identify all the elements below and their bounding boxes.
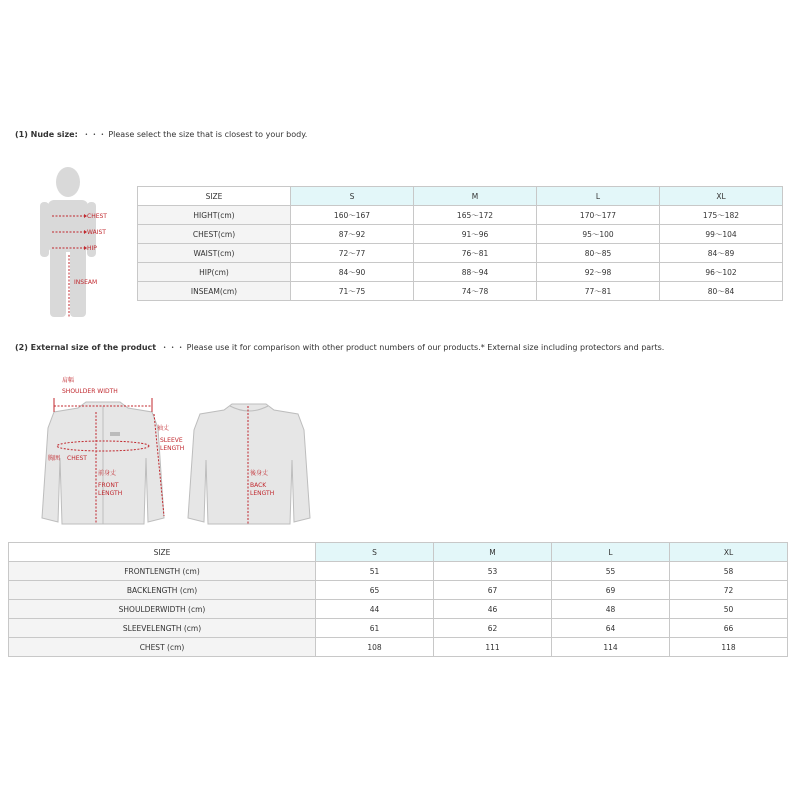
row-label: WAIST(cm) <box>138 244 291 263</box>
table-row <box>138 263 783 282</box>
nude-size-description: Please select the size that is closest to your body. <box>108 130 308 139</box>
table-cell: 66 <box>670 619 788 638</box>
table-cell: 67 <box>434 581 552 600</box>
shoulder-width-jp-label: 肩幅 <box>62 377 75 384</box>
table-cell: 91～96 <box>414 225 537 244</box>
product-size-table <box>8 542 788 657</box>
table-cell: 88～94 <box>414 263 537 282</box>
table-cell: 95～100 <box>537 225 660 244</box>
shoulder-width-label: SHOULDER WIDTH <box>62 388 118 395</box>
table-cell: 64 <box>552 619 670 638</box>
table-cell: 77～81 <box>537 282 660 301</box>
table-cell: 46 <box>434 600 552 619</box>
body-figure <box>38 165 133 320</box>
table-cell: 53 <box>434 562 552 581</box>
front-length-jp-label: 前身丈 <box>98 470 117 477</box>
chest-jp-label: 胸囲 <box>48 455 61 462</box>
nude-size-table <box>137 186 783 301</box>
table-cell: 175～182 <box>660 206 783 225</box>
sleeve-length-label-2: LENGTH <box>160 445 185 452</box>
table-row <box>138 244 783 263</box>
table-cell: 69 <box>552 581 670 600</box>
jacket-front-figure <box>34 398 174 528</box>
table-cell: 62 <box>434 619 552 638</box>
row-label: INSEAM(cm) <box>138 282 291 301</box>
table-row <box>9 619 788 638</box>
row-label: SHOULDERWIDTH (cm) <box>9 600 316 619</box>
table-header-row <box>9 543 788 562</box>
table-cell: 72～77 <box>291 244 414 263</box>
table-cell: 58 <box>670 562 788 581</box>
size-s-header: S <box>291 187 414 206</box>
table-cell: 108 <box>316 638 434 657</box>
table-row <box>138 282 783 301</box>
table-cell: 50 <box>670 600 788 619</box>
table-cell: 61 <box>316 619 434 638</box>
size-header-cell: SIZE <box>9 543 316 562</box>
table-cell: 72 <box>670 581 788 600</box>
table-row <box>9 638 788 657</box>
row-label: HIGHT(cm) <box>138 206 291 225</box>
body-chest-label: CHEST <box>87 213 107 220</box>
table-cell: 44 <box>316 600 434 619</box>
table-cell: 51 <box>316 562 434 581</box>
table-row <box>138 225 783 244</box>
product-size-description: Please use it for comparison with other product numbers of our products.* External size including protectors and parts. <box>186 343 665 352</box>
jacket-back-figure <box>180 400 320 528</box>
size-xl-header: XL <box>670 543 788 562</box>
table-cell: 170～177 <box>537 206 660 225</box>
sleeve-length-jp-label: 袖丈 <box>157 425 170 432</box>
nude-size-dots: ・・・ <box>82 130 107 139</box>
table-cell: 99～104 <box>660 225 783 244</box>
table-row <box>9 581 788 600</box>
table-cell: 55 <box>552 562 670 581</box>
back-length-jp-label: 後身丈 <box>250 470 269 477</box>
front-length-label-2: LENGTH <box>98 490 123 497</box>
body-inseam-label: INSEAM <box>74 279 98 286</box>
back-length-label-2: LENGTH <box>250 490 275 497</box>
table-cell: 114 <box>552 638 670 657</box>
size-s-header: S <box>316 543 434 562</box>
table-cell: 80～84 <box>660 282 783 301</box>
table-row <box>9 600 788 619</box>
chest-label: CHEST <box>67 455 87 462</box>
size-l-header: L <box>552 543 670 562</box>
table-row <box>9 562 788 581</box>
table-cell: 165～172 <box>414 206 537 225</box>
front-length-label-1: FRONT <box>98 482 119 489</box>
body-waist-label: WAIST <box>87 229 106 236</box>
sleeve-length-label-1: SLEEVE <box>160 437 183 444</box>
size-m-header: M <box>434 543 552 562</box>
table-cell: 96～102 <box>660 263 783 282</box>
row-label: FRONTLENGTH (cm) <box>9 562 316 581</box>
table-cell: 118 <box>670 638 788 657</box>
table-cell: 84～89 <box>660 244 783 263</box>
nude-size-title: (1) Nude size: <box>15 130 78 139</box>
table-cell: 76～81 <box>414 244 537 263</box>
row-label: HIP(cm) <box>138 263 291 282</box>
table-cell: 84～90 <box>291 263 414 282</box>
table-cell: 65 <box>316 581 434 600</box>
nude-size-heading <box>15 129 307 140</box>
size-l-header: L <box>537 187 660 206</box>
table-cell: 87～92 <box>291 225 414 244</box>
table-cell: 160～167 <box>291 206 414 225</box>
table-header-row <box>138 187 783 206</box>
table-cell: 71～75 <box>291 282 414 301</box>
row-label: SLEEVELENGTH (cm) <box>9 619 316 638</box>
table-row <box>138 206 783 225</box>
product-size-dots: ・・・ <box>160 343 185 352</box>
table-cell: 48 <box>552 600 670 619</box>
size-m-header: M <box>414 187 537 206</box>
product-size-title: (2) External size of the product <box>15 343 157 352</box>
row-label: CHEST (cm) <box>9 638 316 657</box>
back-length-label-1: BACK <box>250 482 267 489</box>
product-size-heading <box>15 342 664 353</box>
size-xl-header: XL <box>660 187 783 206</box>
body-hip-label: HIP <box>87 245 97 252</box>
table-cell: 74～78 <box>414 282 537 301</box>
table-cell: 111 <box>434 638 552 657</box>
row-label: BACKLENGTH (cm) <box>9 581 316 600</box>
table-cell: 80～85 <box>537 244 660 263</box>
row-label: CHEST(cm) <box>138 225 291 244</box>
size-header-cell: SIZE <box>138 187 291 206</box>
table-cell: 92～98 <box>537 263 660 282</box>
